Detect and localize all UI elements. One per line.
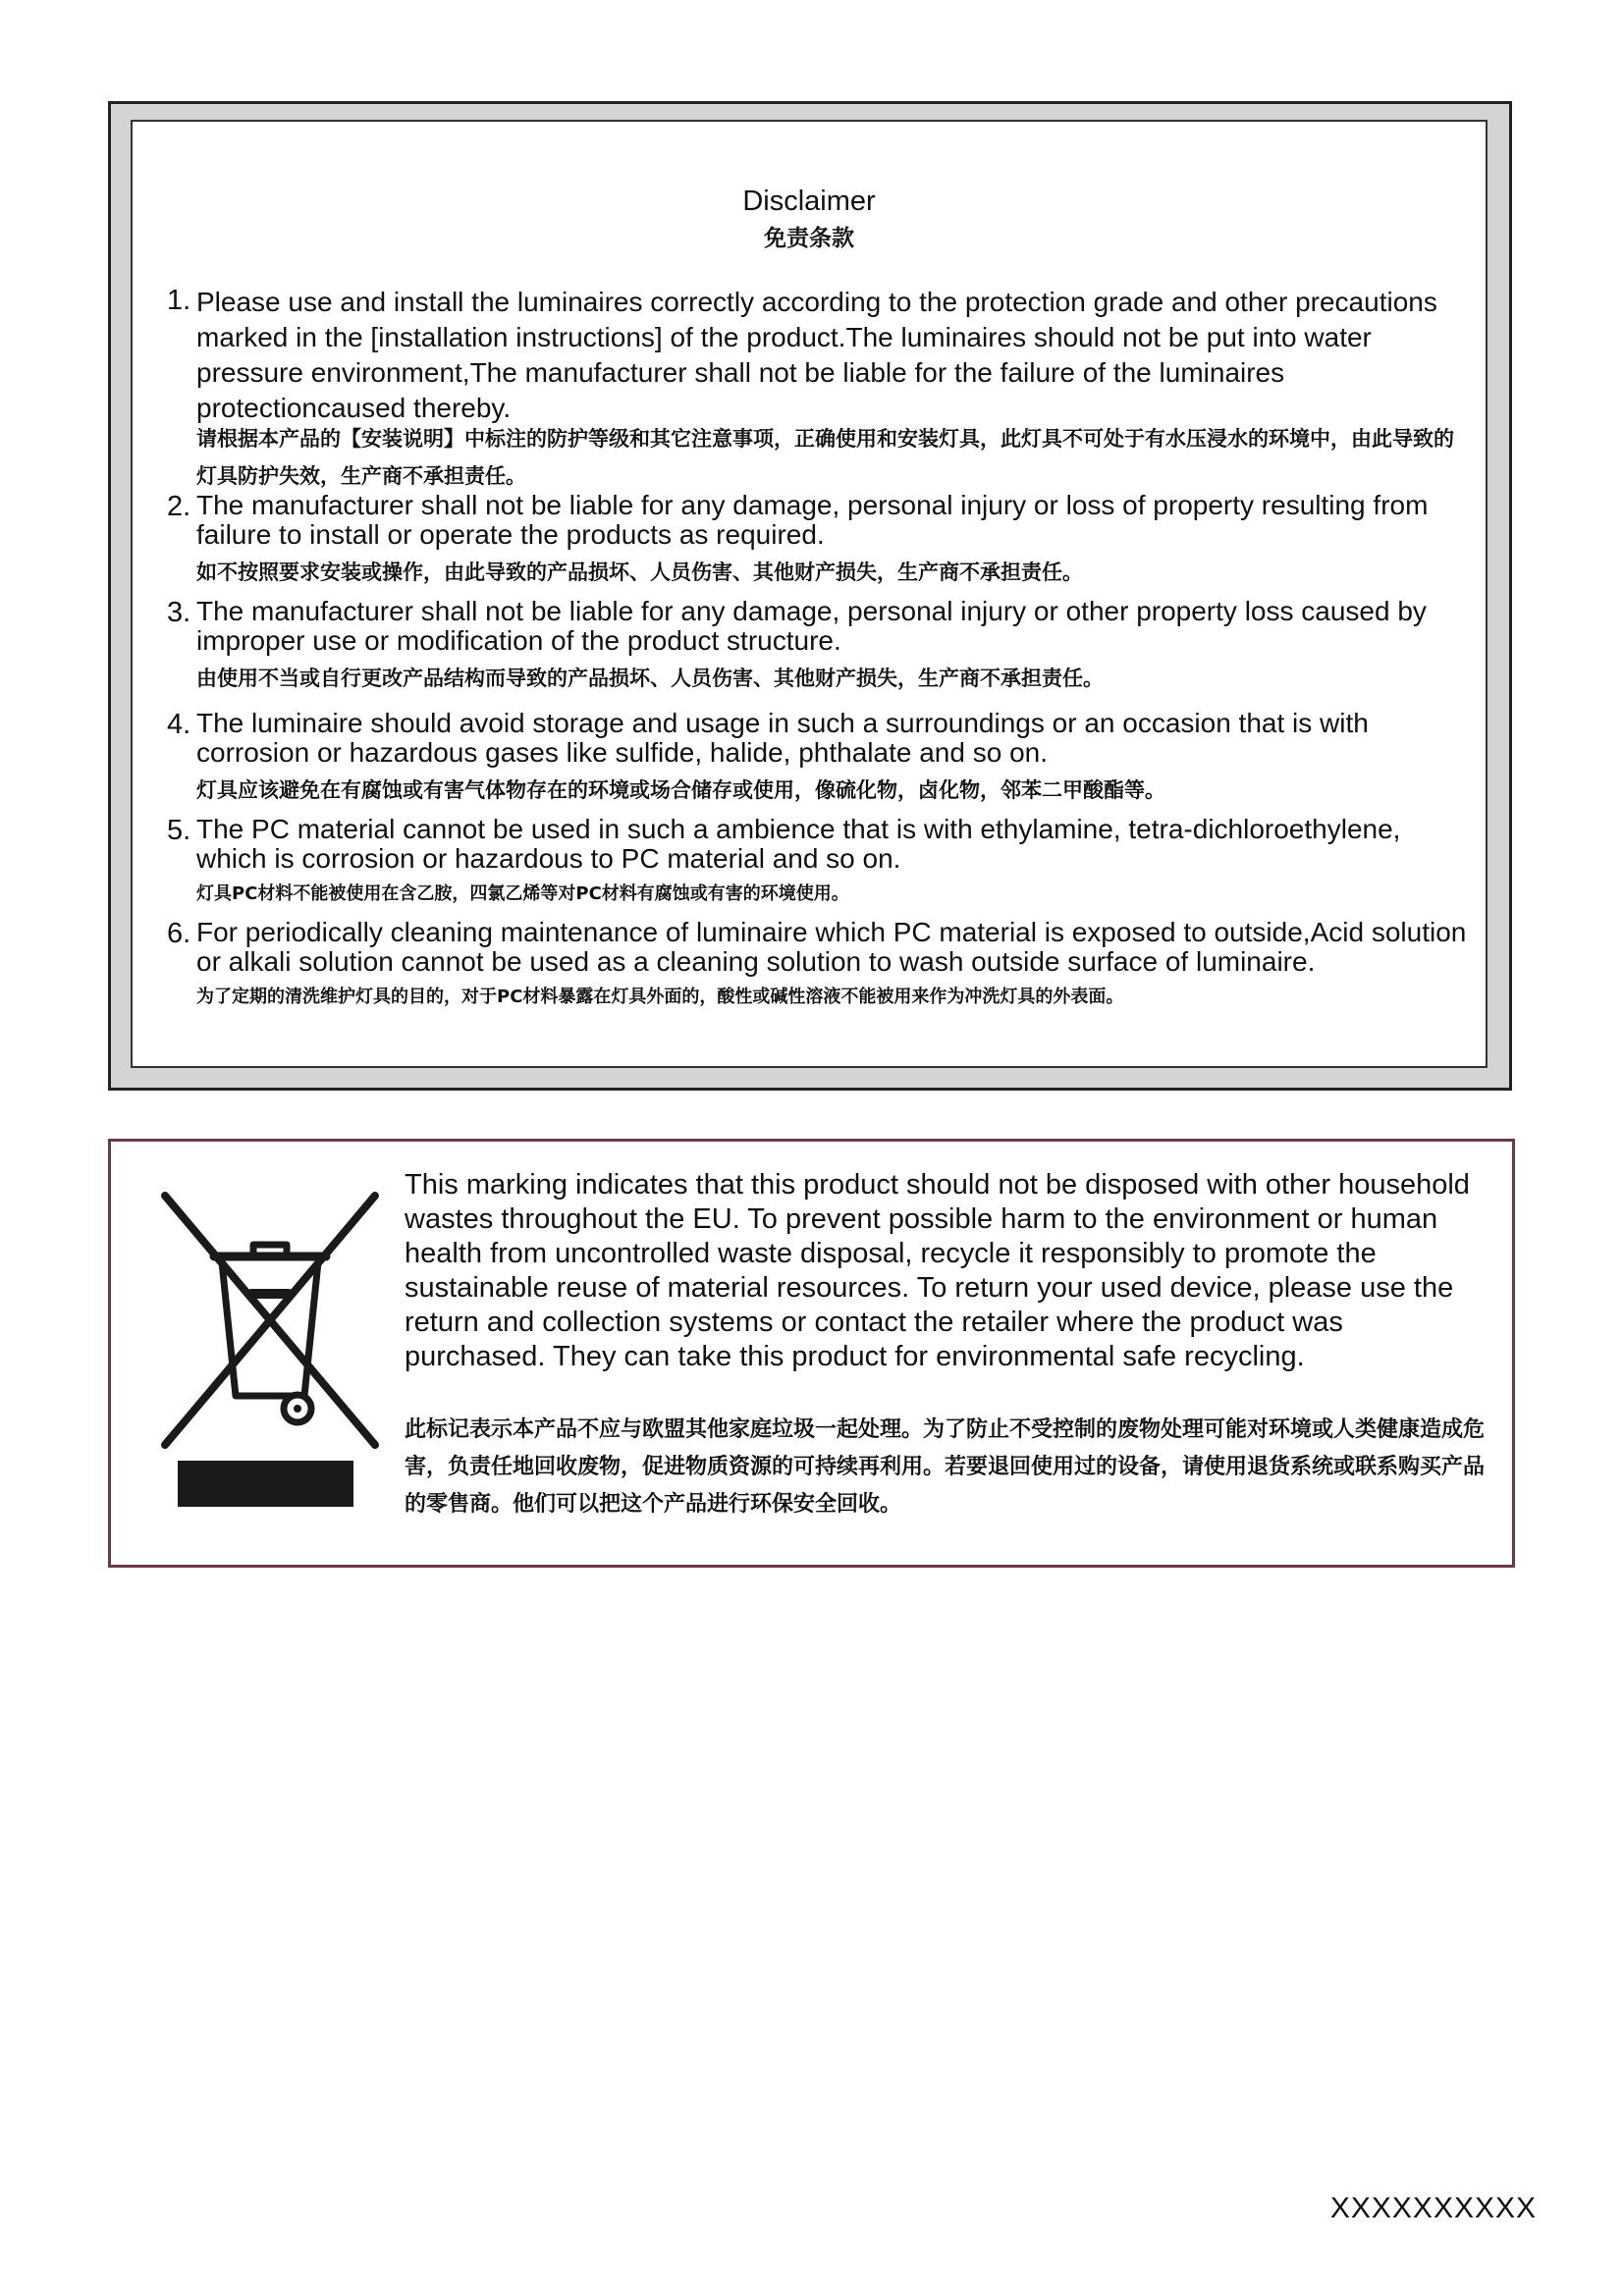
item-text-en: The PC material cannot be used in such a ambience that is with ethylamine, tetra-dichloroethylene, which is corrosion or hazardous to PC material and so on. xyxy=(196,814,1401,874)
disclaimer-title: Disclaimer xyxy=(742,186,876,217)
item-text-zh: 如不按照要求安装或操作，由此导致的产品损坏、人员伤害、其他财产损失，生产商不承担责任。 xyxy=(196,561,1083,584)
item-number: 4. xyxy=(167,709,191,740)
item-number: 6. xyxy=(167,918,191,949)
item-number: 2. xyxy=(167,491,191,522)
weee-solid-bar xyxy=(178,1461,353,1507)
item-number: 1. xyxy=(167,285,191,316)
item-number: 5. xyxy=(167,815,191,846)
item-text-zh: 灯具应该避免在有腐蚀或有害气体物存在的环境或场合储存或使用，像硫化物，卤化物，邻苯二甲酸酯等。 xyxy=(196,778,1165,802)
item-text-en: The manufacturer shall not be liable for any damage, personal injury or other property loss caused by improper use or modification of the product structure. xyxy=(196,596,1427,656)
item-text-zh: 由使用不当或自行更改产品结构而导致的产品损坏、人员伤害、其他财产损失，生产商不承担责任。 xyxy=(196,667,1104,690)
weee-text-zh: 此标记表示本产品不应与欧盟其他家庭垃圾一起处理。为了防止不受控制的废物处理可能对环境或人类健康造成危害，负责任地回收废物，促进物质资源的可持续再利用。若要退回使用过的设备，请使用退货系统或联系购买产品的零售商。他们可以把这个产品进行环保安全回收。 xyxy=(405,1417,1486,1517)
item-text-en: The manufacturer shall not be liable for any damage, personal injury or loss of property resulting from failure to install or operate the products as required. xyxy=(196,490,1429,550)
item-text-zh: 请根据本产品的【安装说明】中标注的防护等级和其它注意事项，正确使用和安装灯具，此灯具不可处于有水压浸水的环境中，由此导致的灯具防护失效，生产商不承担责任。 xyxy=(196,427,1454,488)
item-text-en: The luminaire should avoid storage and usage in such a surroundings or an occasion that is with corrosion or hazardous gases like sulfide, halide, phthalate and so on. xyxy=(196,708,1369,768)
item-text-zh: 为了定期的清洗维护灯具的目的，对于PC材料暴露在灯具外面的，酸性或碱性溶液不能被用来作为冲洗灯具的外表面。 xyxy=(196,987,1124,1007)
crossed-out-wheelie-bin-icon xyxy=(157,1188,383,1453)
item-text-en: Please use and install the luminaires correctly according to the protection grade and other precautions marked in the [installation instructions] of the product.The luminaires should not be put into water pressure environment,The manufacturer shall not be liable for the failure of the luminaires protectioncaused thereby. xyxy=(196,287,1437,423)
weee-text-en: This marking indicates that this product should not be disposed with other household wastes throughout the EU. To prevent possible harm to the environment or human health from uncontrolled waste disposal, recycle it responsibly to promote the sustainable reuse of material resources. To return your used device, please use the return and collection systems or contact the retailer where the product was purchased. They can take this product for environmental safe recycling. xyxy=(405,1169,1470,1372)
document-code: XXXXXXXXXX xyxy=(1329,2192,1537,2224)
item-number: 3. xyxy=(167,597,191,628)
item-text-en: For periodically cleaning maintenance of luminaire which PC material is exposed to outside,Acid solution or alkali solution cannot be used as a cleaning solution to wash outside surface of luminaire. xyxy=(196,917,1467,977)
item-text-zh: 灯具PC材料不能被使用在含乙胺，四氯乙烯等对PC材料有腐蚀或有害的环境使用。 xyxy=(196,883,849,904)
disclaimer-subtitle: 免责条款 xyxy=(764,226,854,251)
